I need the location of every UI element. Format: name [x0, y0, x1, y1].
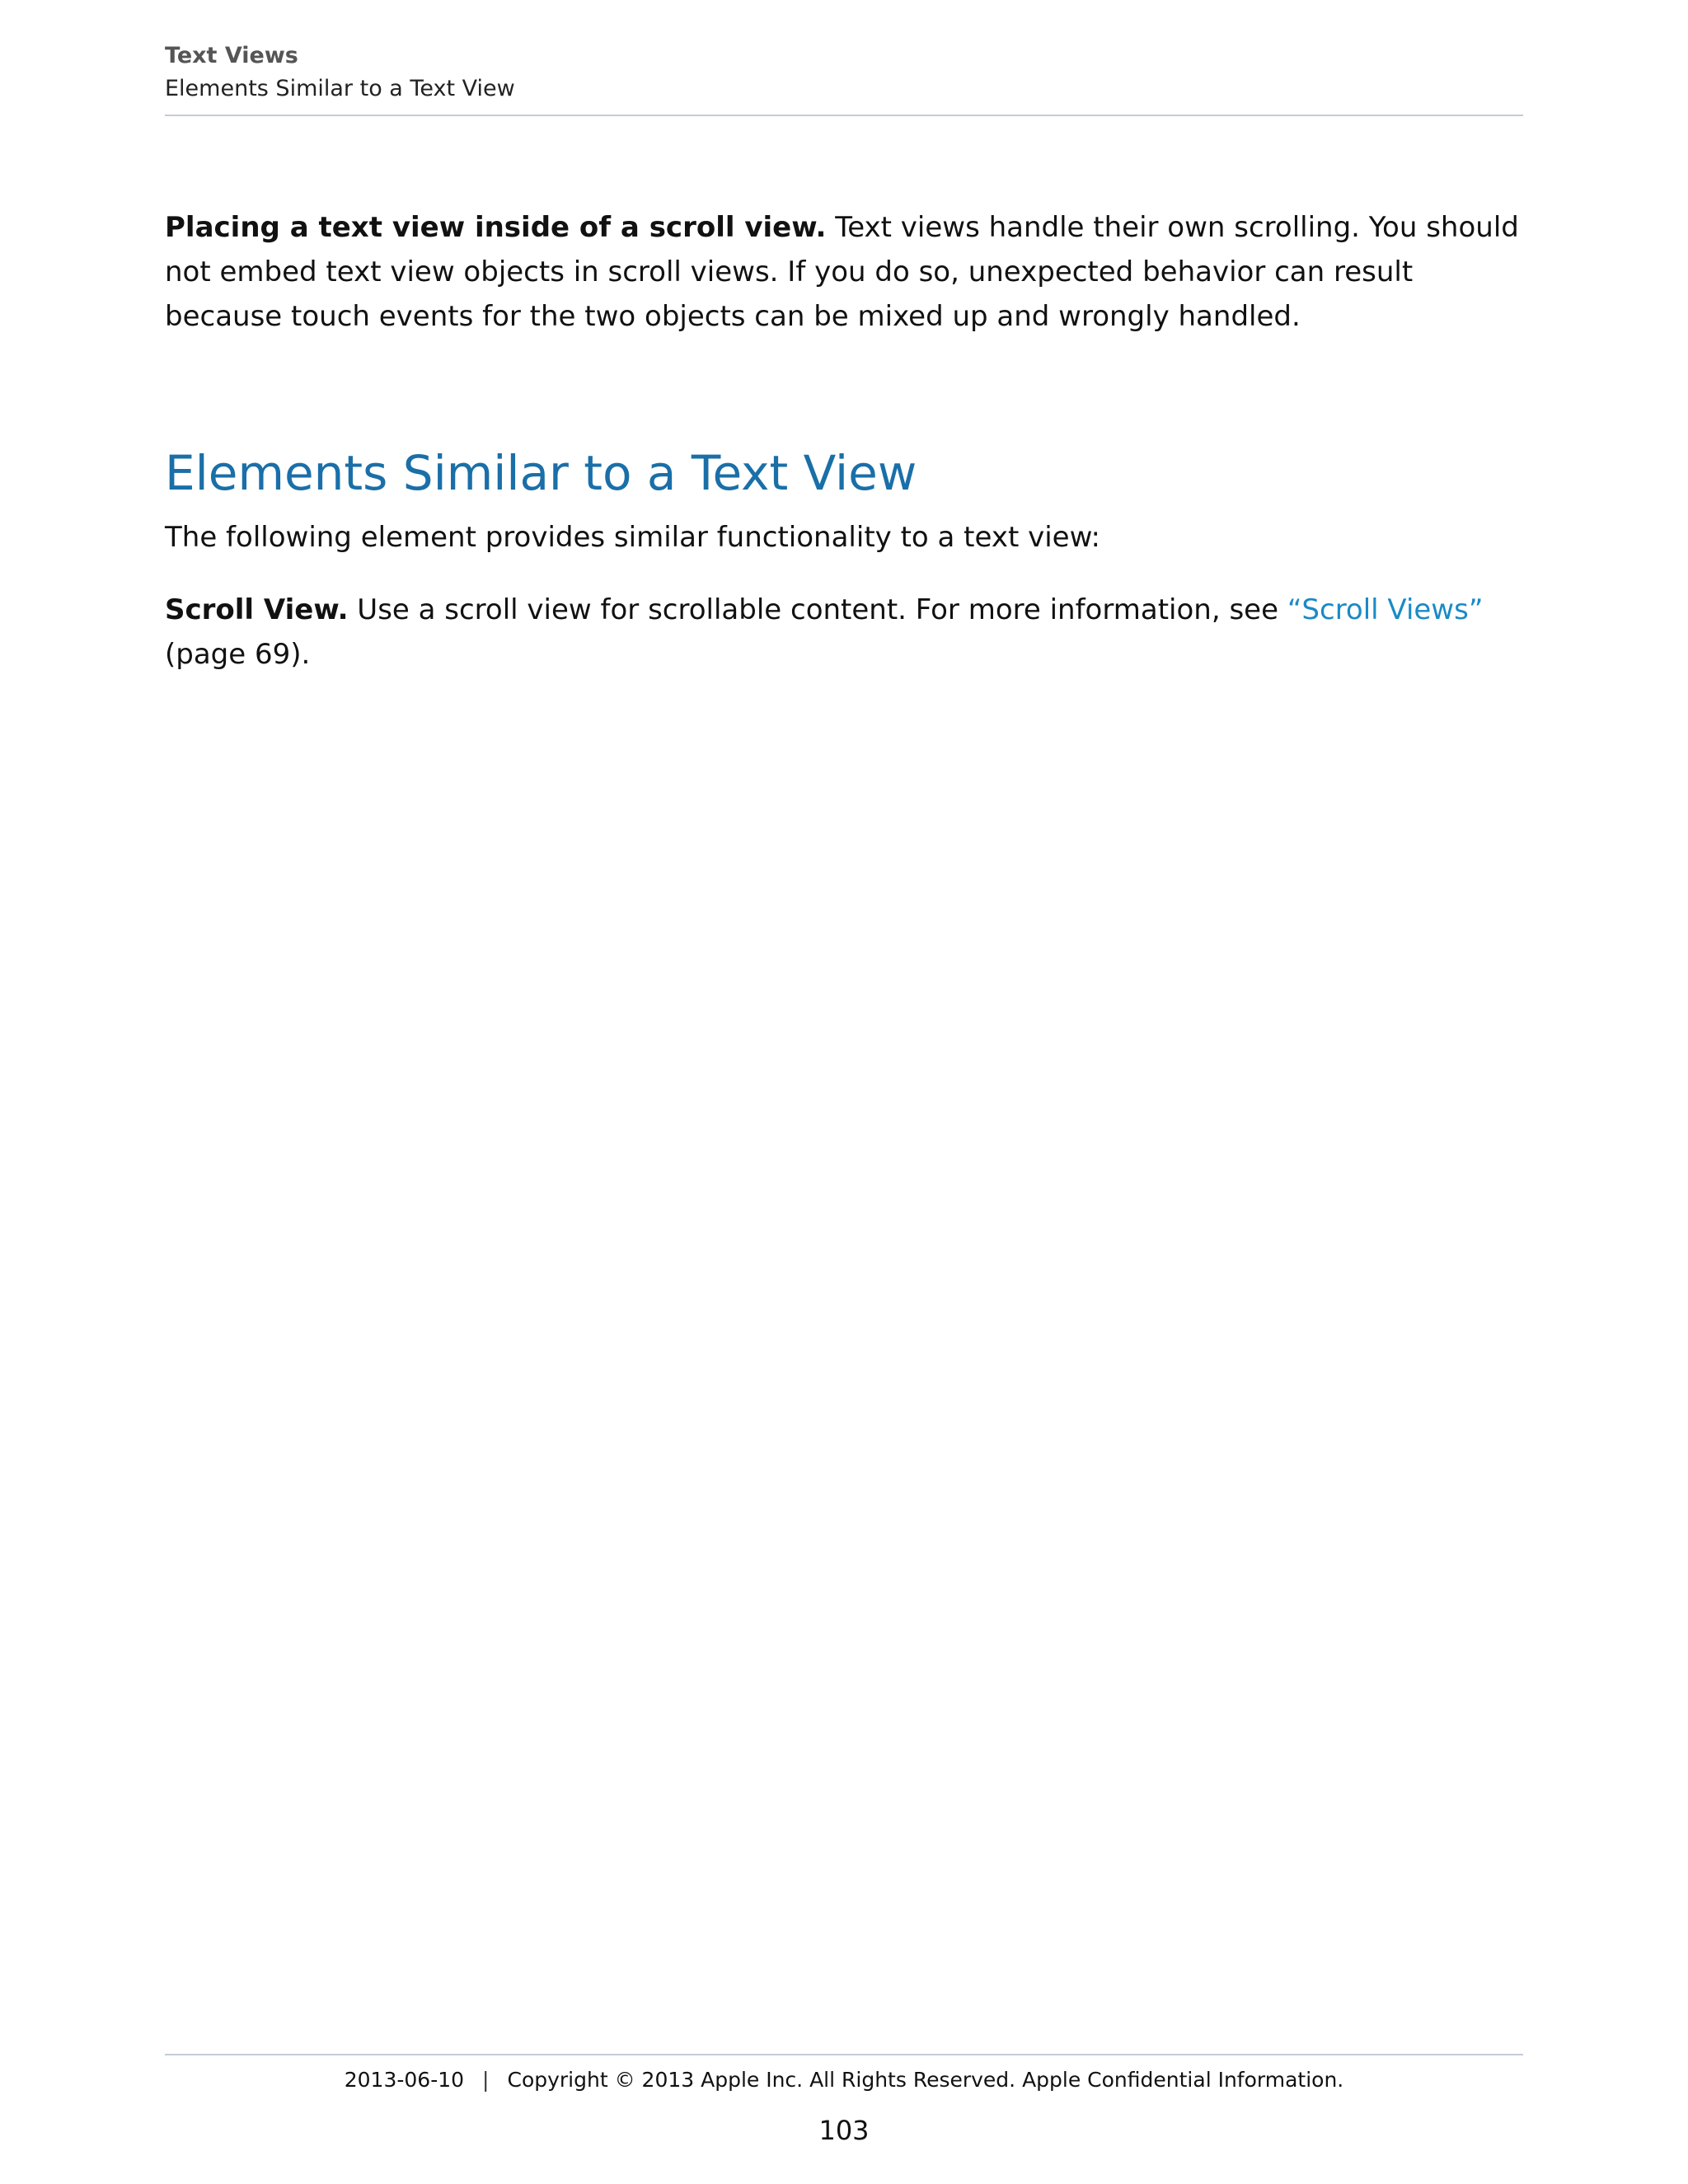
item-text: Use a scroll view for scrollable content. For more information, see	[348, 593, 1287, 626]
section-heading: Elements Similar to a Text View	[165, 445, 917, 501]
header-section-title: Elements Similar to a Text View	[165, 76, 515, 101]
footer-date: 2013-06-10	[344, 2068, 465, 2092]
header-divider	[165, 115, 1523, 116]
page-number: 103	[818, 2115, 870, 2146]
scroll-views-link[interactable]: “Scroll Views”	[1287, 593, 1484, 626]
running-header	[165, 40, 1523, 105]
paragraph-text: Text views handle their own scrolling. You should not embed text view objects in scroll views. If you do so, unexpected behavior can result because touch events for the two objects can be mixed up and wrongly handled.	[165, 211, 1519, 333]
footer-separator: |	[482, 2068, 490, 2092]
paragraph-scroll-view-note	[165, 205, 1523, 339]
footer-divider	[165, 2054, 1523, 2055]
footer-copyright: Copyright © 2013 Apple Inc. All Rights Reserved. Apple Confidential Information.	[507, 2068, 1344, 2092]
paragraph-lead: Placing a text view inside of a scroll view.	[165, 211, 827, 244]
intro-paragraph: The following element provides similar functionality to a text view:	[165, 521, 1100, 554]
item-page-ref: (page 69).	[165, 638, 311, 671]
header-chapter-title: Text Views	[165, 43, 298, 68]
scroll-view-item	[165, 588, 1523, 677]
footer	[0, 2064, 1688, 2096]
item-lead: Scroll View.	[165, 593, 349, 626]
